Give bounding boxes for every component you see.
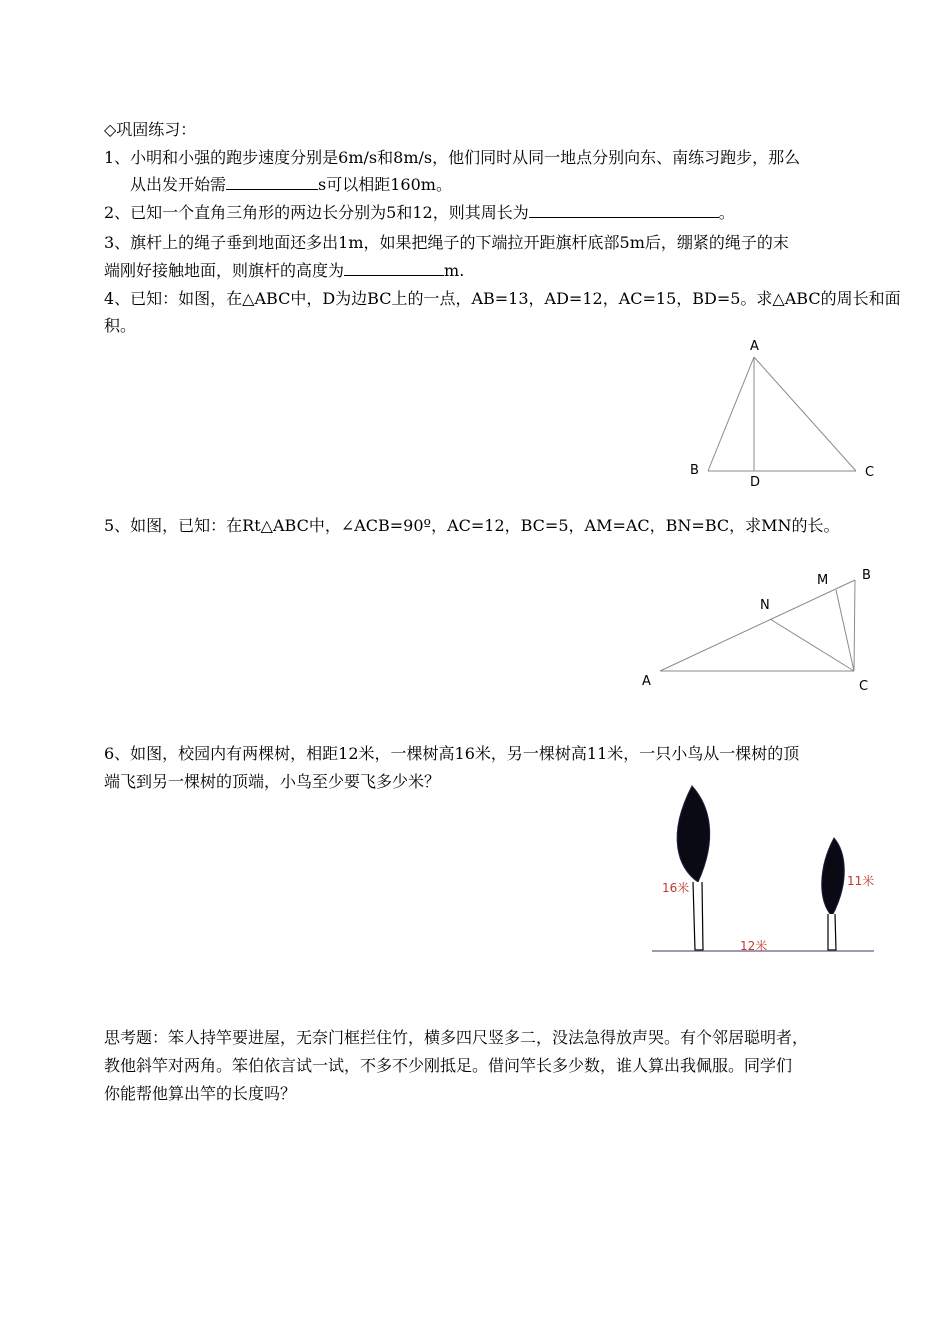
short-tree-canopy: [822, 838, 845, 916]
q3-line2: [104, 261, 464, 281]
q5-label-b: B: [862, 568, 871, 583]
q5-label-n: N: [760, 598, 770, 613]
q2-suffix: 。: [718, 203, 735, 222]
think-line1: 思考题：笨人持竿要进屋，无奈门框拦住竹，横多四尺竖多二，没法急得放声哭。有个邻居聪明者，: [104, 1028, 809, 1047]
section-title: ◇巩固练习：: [104, 120, 197, 139]
q5-side-ab: [660, 580, 855, 671]
q1-line2: [130, 175, 452, 195]
q3-line1: 3、旗杆上的绳子垂到地面还多出1m，如果把绳子的下端拉开距旗杆底部5m后，绷紧的绳子的末: [104, 233, 789, 252]
q2-answer-blank[interactable]: [529, 203, 719, 218]
q1-line2-suffix: s可以相距160m。: [318, 175, 452, 194]
q6-trees-figure: [648, 778, 883, 958]
q5-line: 5、如图，已知：在Rt△ABC中，∠ACB=90º，AC=12，BC=5，AM=AC，BN=BC，求MN的长。: [104, 516, 840, 535]
q3-answer-blank[interactable]: [344, 261, 444, 276]
q6-label-tall: 16米: [662, 881, 690, 895]
q5-segment-cm: [836, 590, 854, 671]
q6-label-distance: 12米: [740, 939, 768, 953]
q2-line: [104, 203, 735, 223]
q4-label-d: D: [750, 475, 761, 490]
tall-tree-canopy: [677, 786, 710, 882]
q5-label-c: C: [859, 679, 869, 694]
q3-line2-suffix: m.: [444, 261, 465, 280]
think-line2: 教他斜竿对两角。笨伯依言试一试，不多不少刚抵足。借问竿长多少数，谁人算出我佩服。同学们: [104, 1056, 793, 1075]
q4-line1: 4、已知：如图，在△ABC中，D为边BC上的一点，AB=13，AD=12，AC=15，BD=5。求△ABC的周长和面: [104, 289, 901, 308]
think-line3: 你能帮他算出竿的长度吗？: [104, 1084, 297, 1103]
q4-side-ac: [754, 357, 856, 471]
q2-prefix: 2、已知一个直角三角形的两边长分别为5和12，则其周长为: [104, 203, 529, 222]
q1-line1: 1、小明和小强的跑步速度分别是6m/s和8m/s，他们同时从同一地点分别向东、南练习跑步，那么: [104, 148, 801, 167]
q4-label-c: C: [865, 465, 875, 480]
q6-label-short: 11米: [847, 874, 875, 888]
q5-label-m: M: [817, 573, 829, 588]
q5-triangle-figure: [636, 562, 896, 697]
q6-line1: 6、如图，校园内有两棵树，相距12米，一棵树高16米，另一棵树高11米，一只小鸟从一棵树的顶: [104, 744, 800, 763]
q1-answer-blank[interactable]: [226, 175, 318, 190]
tall-tree-trunk: [693, 882, 703, 950]
q1-line2-prefix: 从出发开始需: [130, 175, 227, 194]
q5-label-a: A: [642, 674, 651, 689]
q3-line2-prefix: 端刚好接触地面，则旗杆的高度为: [104, 261, 345, 280]
q4-triangle-figure: [680, 335, 890, 495]
q4-label-a: A: [750, 339, 759, 354]
q5-segment-cn: [770, 619, 854, 671]
q5-side-bc: [854, 580, 855, 671]
q4-side-ab: [708, 357, 754, 471]
q6-line2: 端飞到另一棵树的顶端，小鸟至少要飞多少米？: [104, 772, 441, 791]
q4-line2: 积。: [104, 316, 137, 335]
q4-label-b: B: [690, 463, 699, 478]
short-tree-trunk: [828, 914, 836, 950]
